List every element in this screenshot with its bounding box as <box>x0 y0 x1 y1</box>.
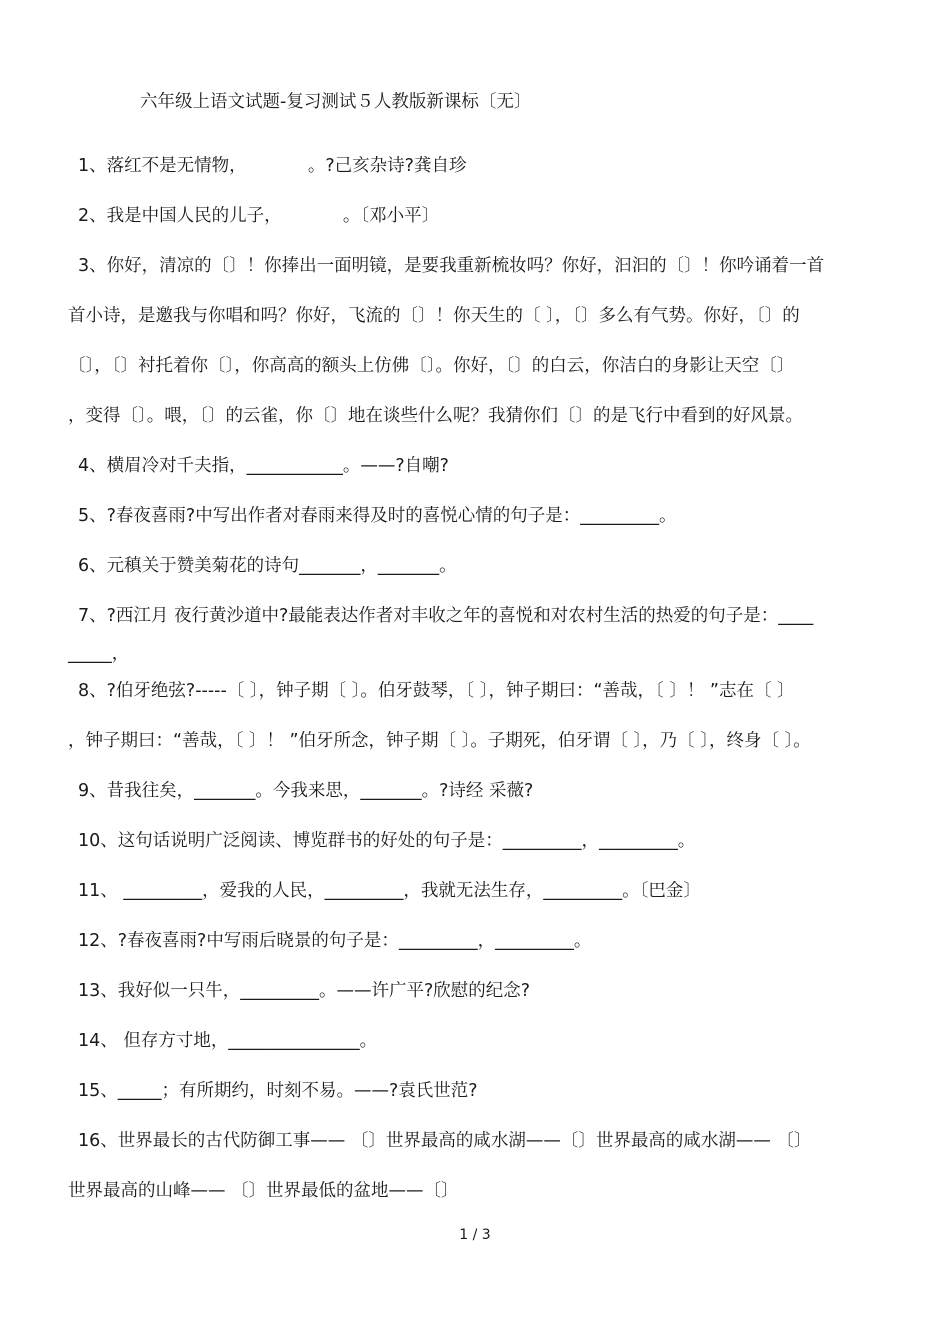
question-15: 15、_____；有所期约，时刻不易。——?袁氏世范? <box>78 1081 478 1101</box>
question-7-line-2: _____， <box>68 644 130 664</box>
question-14: 14、 但存方寸地，_______________。 <box>78 1031 378 1051</box>
question-9: 9、昔我往矣，_______。今我来思，_______。?诗经 采薇? <box>78 781 534 801</box>
question-8-line-1: 8、?伯牙绝弦?-----〔 〕，钟子期〔 〕。伯牙鼓琴，〔 〕，钟子期曰：“善哉，〔 〕！ ”志在〔 〕 <box>78 681 795 701</box>
question-12: 12、?春夜喜雨?中写雨后晓景的句子是：_________，_________。 <box>78 931 592 951</box>
question-11: 11、 _________，爱我的人民，_________，我就无法生存，_________。〔巴金〕 <box>78 881 701 901</box>
question-4: 4、横眉冷对千夫指，___________。——?自嘲? <box>78 456 449 476</box>
question-5: 5、?春夜喜雨?中写出作者对春雨来得及时的喜悦心情的句子是：_________。 <box>78 506 677 526</box>
question-3-line-3: 〔〕，〔〕衬托着你〔〕，你高高的额头上仿佛〔〕。你好，〔〕的白云，你洁白的身影让天空〔〕 <box>68 356 795 376</box>
question-10: 10、这句话说明广泛阅读、博览群书的好处的句子是：_________，_________。 <box>78 831 696 851</box>
question-16-line-2: 世界最高的山峰—— 〔〕世界最低的盆地——〔〕 <box>68 1181 459 1201</box>
question-8-line-2: ，钟子期曰：“善哉，〔 〕！ ”伯牙所念，钟子期〔 〕。子期死，伯牙谓〔 〕，乃〔 〕，终身〔 〕。 <box>68 731 811 751</box>
question-1: 1、落红不是无情物， 。?己亥杂诗?龚自珍 <box>78 156 467 176</box>
question-6: 6、元稹关于赞美菊花的诗句_______，_______。 <box>78 556 457 576</box>
question-3-line-1: 3、你好，清凉的〔〕！你捧出一面明镜，是要我重新梳妆吗？你好，汩汩的〔〕！你吟诵着一首 <box>78 256 825 276</box>
question-7-line-1: 7、?西江月 夜行黄沙道中?最能表达作者对丰收之年的喜悦和对农村生活的热爱的句子是：____ <box>78 606 814 626</box>
question-16-line-1: 16、世界最长的古代防御工事—— 〔〕世界最高的咸水湖——〔〕世界最高的咸水湖—— 〔〕 <box>78 1131 812 1151</box>
question-3-line-2: 首小诗，是邀我与你唱和吗？你好，飞流的〔〕！你天生的〔 〕，〔〕多么有气势。你好，〔〕的 <box>68 306 800 326</box>
page-title: 六年级上语文试题-复习测试５人教版新课标〔无〕 <box>140 92 532 112</box>
question-2: 2、我是中国人民的儿子， 。〔邓小平〕 <box>78 206 440 226</box>
question-13: 13、我好似一只牛，_________。——许广平?欣慰的纪念? <box>78 981 531 1001</box>
page-number: 1 / 3 <box>459 1227 491 1243</box>
question-3-line-4: ，变得〔〕。喂，〔〕的云雀，你〔〕地在谈些什么呢？我猜你们〔〕的是飞行中看到的好风景。 <box>68 406 803 426</box>
